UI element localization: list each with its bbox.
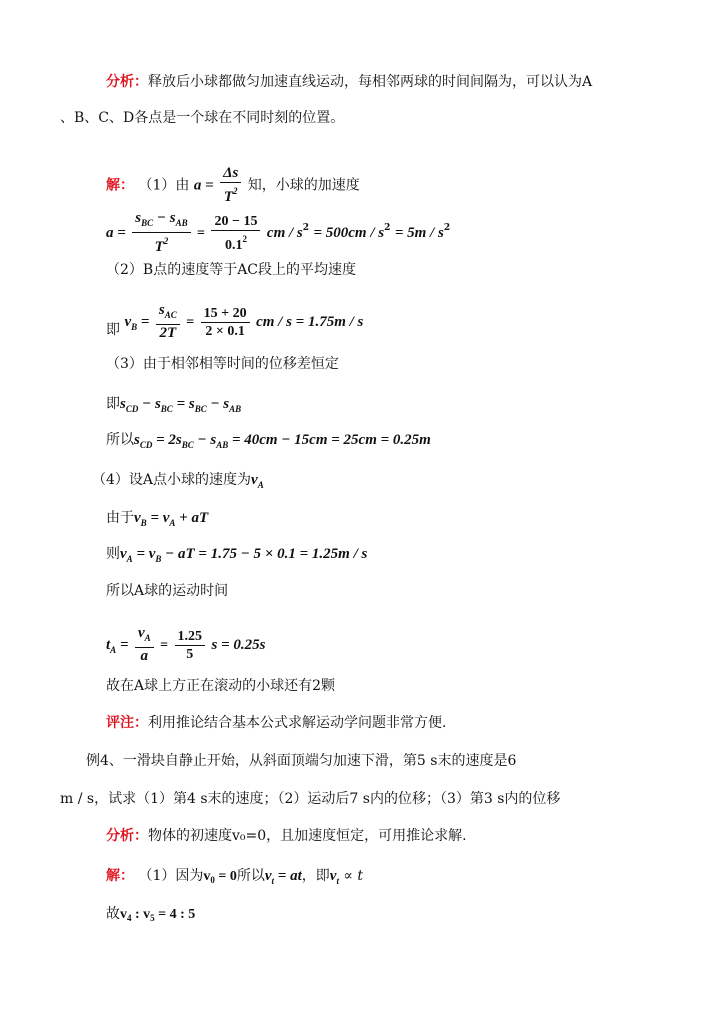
ta-num-2: 1.25: [175, 628, 206, 646]
solution2-mid: 所以: [236, 868, 265, 884]
vb-fraction-1: [156, 302, 180, 342]
analysis-text-line1: 释放后小球都做匀加速直线运动，每相邻两球的时间间隔为，可以认为A: [148, 74, 593, 90]
va-calculation: 则$v_A = v_B$ − aT = 1.75 − 5 × 0.1 = 1.25m / s: [106, 546, 368, 564]
den-value: 0.1: [224, 237, 243, 253]
sub-ab: AB: [175, 218, 188, 228]
s-letter: s: [158, 302, 165, 318]
eq-prefix-youyu: 由于: [106, 510, 134, 526]
accel-calculation: a = $\frac{s_{BC} - s_{AB}}{T^2}$ = $\frac{20 - 15}{0.1^2}$ cm / $s^2 = 500cm / s^2 = 5m / s^2$: [106, 210, 451, 255]
step1-suffix: 知，小球的加速度: [247, 177, 360, 194]
analysis-paragraph-1: [106, 72, 592, 92]
eq-prefix-ze: 则: [106, 546, 120, 562]
ta-result: s = 0.25s: [211, 637, 266, 653]
solution-step1: [106, 165, 360, 206]
vb-num-2: 15 + 20: [201, 305, 250, 323]
analysis-text-2: 物体的初速度v₀=0，且加速度恒定，可用推论求解.: [148, 828, 467, 844]
t-letter: t: [106, 637, 111, 653]
s-var: s: [135, 210, 142, 226]
vb-var: $v_B$ =: [124, 314, 150, 332]
ta-calculation: $t_A$ = $\frac{v_A}{a}$ = $\frac{1.25}{5}$ s = 0.25s: [106, 625, 266, 664]
comment-label: 评注：: [106, 715, 148, 731]
minus-s: − s: [153, 210, 176, 226]
analysis-label: 分析：: [106, 74, 148, 90]
step2-text: （2）B点的速度等于AC段上的平均速度: [106, 262, 357, 278]
accel-eq-2: = 500cm / s: [313, 225, 385, 241]
step4-time-text: 所以A球的运动时间: [106, 583, 229, 599]
solution2-step1: 解： （1）因为$v_0 = 0$所以$v_t$ = at，即$v_t \propto t$: [106, 868, 363, 886]
accel-den-1: $T^2$: [154, 236, 169, 255]
accel-eq-3: = 5m / s: [394, 225, 444, 241]
vb-prefix: 即: [106, 322, 120, 338]
accel-num-2: 20 − 15: [211, 213, 260, 231]
solution2-prefix: （1）因为: [138, 868, 204, 884]
fraction-numerator: Δs: [220, 165, 241, 183]
ta-fraction-2: [175, 628, 206, 663]
comment-text: 利用推论结合基本公式求解运动学问题非常方便.: [148, 715, 447, 731]
solution2-post: ，即: [301, 868, 330, 884]
analysis-paragraph-2: [106, 826, 467, 846]
displacement-equation: 即$s_{CD} - s_{BC} = s_{BC} - s_{AB}$: [106, 396, 242, 414]
fraction-denominator: $T^2$: [223, 186, 238, 205]
sub-ac: AC: [164, 310, 177, 320]
vb-den-2: 2 × 0.1: [205, 323, 245, 339]
accel-formula-fraction: [220, 165, 241, 206]
accel-fraction-1: [132, 210, 190, 256]
solution-label-2: 解：: [106, 868, 134, 884]
ta-den-2: 5: [186, 646, 194, 662]
example4-line1: 例4、一滑块自静止开始，从斜面顶端匀加速下滑，第5 s末的速度是6: [86, 753, 517, 769]
step4-label: （4）设A点小球的速度为: [92, 472, 252, 488]
ta-var: $t_A$ =: [106, 637, 129, 655]
sub-a: A: [110, 645, 117, 655]
eq-prefix-gu: 故: [106, 906, 120, 922]
ta-den-1: a: [140, 648, 149, 664]
ta-fraction-1: [135, 625, 154, 665]
v-letter: v: [124, 314, 132, 330]
analysis-text-line2: 、B、C、D各点是一个球在不同时刻的位置。: [60, 110, 345, 126]
comment-paragraph: [106, 713, 446, 733]
accel-fraction-2: [211, 213, 260, 254]
vb-fraction-2: [201, 305, 250, 340]
step4-text: （4）设A点小球的速度为$v_A$: [92, 472, 264, 490]
step1-prefix: （1）由: [138, 177, 190, 194]
ta-num-1: [135, 625, 154, 648]
denominator-T: T: [223, 189, 234, 205]
sub-a-2: A: [144, 633, 151, 643]
vb-result: cm / s = 1.75m / s: [256, 314, 364, 330]
accel-num-1: [132, 210, 190, 233]
vb-relation: 由于$v_B = v_A$ + aT: [106, 510, 209, 528]
accel-unit: cm / s: [266, 225, 303, 241]
example4-line2: m / s，试求（1）第4 s末的速度；（2）运动后7 s内的位移；（3）第3 s内的位移: [60, 791, 561, 807]
accel-lhs: a =: [106, 225, 126, 241]
solution-label: 解：: [106, 177, 134, 194]
analysis-label-2: 分析：: [106, 828, 148, 844]
vb-den-1: 2T: [159, 325, 177, 341]
accel-den-2: $0.1^2$: [224, 233, 247, 253]
step3-text: （3）由于相邻相等时间的位移差恒定: [106, 356, 339, 372]
eq-prefix-suoyi: 所以: [106, 432, 134, 448]
vb-calculation: 即 $v_B$ = $\frac{s_{AC}}{2T}$ = $\frac{15 + 20}{2 \times 0.1}$ cm / s = 1.75m / s: [106, 302, 364, 341]
v-letter-2: v: [137, 625, 145, 641]
den-T: T: [154, 239, 164, 255]
vb-num-1: [156, 302, 180, 325]
sub-bc: BC: [141, 218, 154, 228]
velocity-ratio: 故$v_4$ : $v_5 = 4$ : 5: [106, 906, 196, 923]
accel-formula-lhs: a =: [193, 177, 214, 194]
scd-calculation: 所以$s_{CD} = 2s_{BC} - s_{AB} = 40cm - 15cm = 25cm = 0.25m$: [106, 432, 431, 450]
eq-prefix-ji: 即: [106, 396, 120, 412]
sub-b: B: [131, 322, 138, 332]
conclusion-text: 故在A球上方正在滚动的小球还有2颗: [106, 678, 336, 694]
